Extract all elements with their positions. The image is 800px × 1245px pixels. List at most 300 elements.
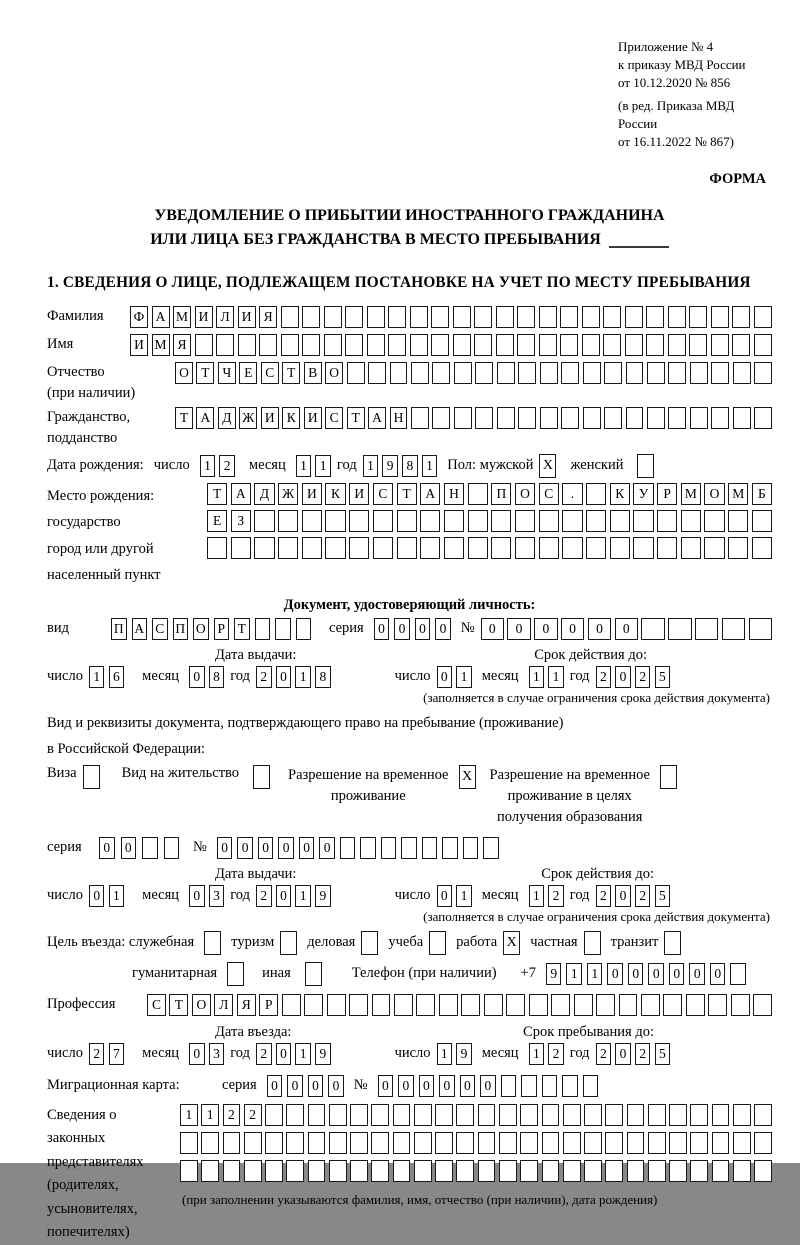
char-cell[interactable] [286, 1132, 304, 1154]
char-cell[interactable]: 1 [89, 666, 105, 688]
char-cell[interactable] [708, 994, 727, 1016]
char-cell[interactable] [582, 334, 600, 356]
char-cell[interactable] [278, 510, 298, 532]
char-cell[interactable]: Л [216, 306, 234, 328]
char-cell[interactable] [648, 1104, 666, 1126]
char-cell[interactable] [265, 1132, 283, 1154]
char-cell[interactable]: 0 [615, 618, 638, 640]
char-cell[interactable]: 2 [256, 885, 272, 907]
char-cell[interactable]: Т [282, 362, 300, 384]
char-cell[interactable]: А [231, 483, 251, 505]
char-cell[interactable]: И [238, 306, 256, 328]
char-cell[interactable] [410, 334, 428, 356]
char-cell[interactable]: 1 [437, 1043, 453, 1065]
char-cell[interactable] [626, 407, 644, 429]
char-cell[interactable] [582, 306, 600, 328]
char-cell[interactable]: 1 [529, 885, 545, 907]
char-cell[interactable] [456, 1104, 474, 1126]
char-cell[interactable] [542, 1160, 560, 1182]
char-cell[interactable] [461, 994, 480, 1016]
char-cell[interactable] [540, 407, 558, 429]
char-cell[interactable] [669, 1132, 687, 1154]
char-cell[interactable]: 0 [460, 1075, 476, 1097]
char-cell[interactable] [646, 334, 664, 356]
char-cell[interactable]: 0 [276, 885, 292, 907]
char-cell[interactable]: 0 [615, 666, 631, 688]
char-cell[interactable]: Н [390, 407, 408, 429]
char-cell[interactable]: 0 [439, 1075, 455, 1097]
char-cell[interactable] [731, 994, 750, 1016]
char-cell[interactable]: А [420, 483, 440, 505]
char-cell[interactable]: 1 [296, 455, 312, 477]
char-cell[interactable] [244, 1132, 262, 1154]
purpose-humanitarian-checkbox[interactable] [227, 962, 244, 986]
char-cell[interactable] [733, 1104, 751, 1126]
char-cell[interactable]: Д [218, 407, 236, 429]
char-cell[interactable] [475, 362, 493, 384]
char-cell[interactable] [583, 362, 601, 384]
char-cell[interactable]: 1 [109, 885, 125, 907]
char-cell[interactable] [733, 362, 751, 384]
char-cell[interactable]: 2 [635, 885, 651, 907]
char-cell[interactable] [454, 407, 472, 429]
char-cell[interactable] [367, 334, 385, 356]
char-cell[interactable] [491, 537, 511, 559]
char-cell[interactable]: О [325, 362, 343, 384]
char-cell[interactable] [325, 510, 345, 532]
char-cell[interactable] [754, 1160, 772, 1182]
char-cell[interactable]: 2 [596, 1043, 612, 1065]
char-cell[interactable] [647, 362, 665, 384]
char-cell[interactable]: 9 [315, 885, 331, 907]
char-cell[interactable] [561, 407, 579, 429]
char-cell[interactable]: 0 [689, 963, 705, 985]
char-cell[interactable] [302, 306, 320, 328]
char-cell[interactable] [302, 510, 322, 532]
char-cell[interactable] [207, 537, 227, 559]
char-cell[interactable]: С [325, 407, 343, 429]
char-cell[interactable] [690, 1160, 708, 1182]
char-cell[interactable] [584, 1104, 602, 1126]
char-cell[interactable] [180, 1132, 198, 1154]
temp-residence-checkbox[interactable]: X [459, 765, 476, 789]
char-cell[interactable] [586, 510, 606, 532]
char-cell[interactable] [164, 837, 180, 859]
char-cell[interactable] [483, 837, 499, 859]
char-cell[interactable]: 8 [402, 455, 418, 477]
char-cell[interactable] [201, 1160, 219, 1182]
char-cell[interactable] [254, 537, 274, 559]
char-cell[interactable] [689, 334, 707, 356]
char-cell[interactable] [633, 537, 653, 559]
char-cell[interactable] [562, 510, 582, 532]
char-cell[interactable] [515, 510, 535, 532]
char-cell[interactable] [596, 994, 615, 1016]
char-cell[interactable] [244, 1160, 262, 1182]
char-cell[interactable] [605, 1132, 623, 1154]
char-cell[interactable]: 2 [256, 1043, 272, 1065]
char-cell[interactable]: 0 [710, 963, 726, 985]
char-cell[interactable] [453, 306, 471, 328]
char-cell[interactable] [754, 362, 772, 384]
char-cell[interactable]: 0 [615, 1043, 631, 1065]
char-cell[interactable] [551, 994, 570, 1016]
char-cell[interactable] [586, 483, 606, 505]
char-cell[interactable]: О [515, 483, 535, 505]
char-cell[interactable] [518, 407, 536, 429]
char-cell[interactable] [373, 537, 393, 559]
char-cell[interactable] [722, 618, 745, 640]
char-cell[interactable] [529, 994, 548, 1016]
char-cell[interactable] [539, 306, 557, 328]
char-cell[interactable] [393, 1104, 411, 1126]
char-cell[interactable]: 0 [267, 1075, 283, 1097]
char-cell[interactable] [668, 362, 686, 384]
char-cell[interactable]: И [130, 334, 148, 356]
char-cell[interactable] [712, 1132, 730, 1154]
char-cell[interactable] [347, 362, 365, 384]
char-cell[interactable]: 8 [209, 666, 225, 688]
char-cell[interactable] [435, 1160, 453, 1182]
char-cell[interactable] [420, 510, 440, 532]
char-cell[interactable] [728, 537, 748, 559]
char-cell[interactable] [690, 407, 708, 429]
char-cell[interactable] [223, 1160, 241, 1182]
char-cell[interactable]: Ж [278, 483, 298, 505]
char-cell[interactable] [497, 407, 515, 429]
char-cell[interactable] [468, 537, 488, 559]
char-cell[interactable] [561, 362, 579, 384]
char-cell[interactable]: Я [173, 334, 191, 356]
char-cell[interactable] [484, 994, 503, 1016]
char-cell[interactable] [627, 1160, 645, 1182]
char-cell[interactable] [752, 510, 772, 532]
char-cell[interactable] [349, 994, 368, 1016]
char-cell[interactable]: 2 [223, 1104, 241, 1126]
char-cell[interactable]: С [152, 618, 168, 640]
char-cell[interactable]: А [152, 306, 170, 328]
char-cell[interactable] [733, 1132, 751, 1154]
char-cell[interactable] [463, 837, 479, 859]
purpose-private-checkbox[interactable] [584, 931, 601, 955]
char-cell[interactable] [324, 306, 342, 328]
char-cell[interactable] [749, 618, 772, 640]
char-cell[interactable] [657, 510, 677, 532]
char-cell[interactable]: 0 [89, 885, 105, 907]
char-cell[interactable]: 0 [394, 618, 410, 640]
char-cell[interactable] [180, 1160, 198, 1182]
char-cell[interactable]: М [152, 334, 170, 356]
char-cell[interactable] [468, 483, 488, 505]
char-cell[interactable] [491, 510, 511, 532]
purpose-business-checkbox[interactable] [361, 931, 378, 955]
char-cell[interactable]: 9 [382, 455, 398, 477]
char-cell[interactable]: М [728, 483, 748, 505]
char-cell[interactable] [201, 1132, 219, 1154]
char-cell[interactable] [517, 334, 535, 356]
char-cell[interactable] [393, 1160, 411, 1182]
char-cell[interactable] [646, 306, 664, 328]
char-cell[interactable] [619, 994, 638, 1016]
char-cell[interactable] [669, 1160, 687, 1182]
char-cell[interactable]: 0 [480, 1075, 496, 1097]
char-cell[interactable] [454, 362, 472, 384]
char-cell[interactable]: 7 [109, 1043, 125, 1065]
char-cell[interactable] [340, 837, 356, 859]
char-cell[interactable] [496, 334, 514, 356]
char-cell[interactable]: 2 [596, 885, 612, 907]
char-cell[interactable] [435, 1132, 453, 1154]
char-cell[interactable]: П [491, 483, 511, 505]
char-cell[interactable]: 5 [655, 1043, 671, 1065]
char-cell[interactable]: 0 [648, 963, 664, 985]
char-cell[interactable]: И [195, 306, 213, 328]
char-cell[interactable] [435, 1104, 453, 1126]
purpose-work-checkbox[interactable]: X [503, 931, 520, 955]
char-cell[interactable]: 0 [99, 837, 115, 859]
char-cell[interactable] [563, 1132, 581, 1154]
char-cell[interactable]: Т [234, 618, 250, 640]
char-cell[interactable] [610, 510, 630, 532]
char-cell[interactable]: Е [207, 510, 227, 532]
char-cell[interactable] [754, 334, 772, 356]
char-cell[interactable] [603, 334, 621, 356]
char-cell[interactable] [669, 1104, 687, 1126]
char-cell[interactable] [411, 407, 429, 429]
char-cell[interactable] [520, 1104, 538, 1126]
char-cell[interactable] [712, 1104, 730, 1126]
char-cell[interactable] [397, 537, 417, 559]
char-cell[interactable]: Л [214, 994, 233, 1016]
purpose-other-checkbox[interactable] [305, 962, 322, 986]
char-cell[interactable]: 0 [287, 1075, 303, 1097]
char-cell[interactable]: 0 [328, 1075, 344, 1097]
char-cell[interactable]: Т [207, 483, 227, 505]
char-cell[interactable]: 0 [615, 885, 631, 907]
char-cell[interactable] [442, 837, 458, 859]
char-cell[interactable] [668, 407, 686, 429]
char-cell[interactable]: 3 [209, 1043, 225, 1065]
char-cell[interactable] [259, 334, 277, 356]
char-cell[interactable]: К [325, 483, 345, 505]
char-cell[interactable]: С [147, 994, 166, 1016]
char-cell[interactable]: 1 [180, 1104, 198, 1126]
char-cell[interactable]: 2 [635, 666, 651, 688]
char-cell[interactable]: И [349, 483, 369, 505]
char-cell[interactable]: 1 [456, 666, 472, 688]
char-cell[interactable] [231, 537, 251, 559]
char-cell[interactable] [329, 1132, 347, 1154]
char-cell[interactable] [633, 510, 653, 532]
char-cell[interactable] [711, 407, 729, 429]
char-cell[interactable]: 0 [398, 1075, 414, 1097]
char-cell[interactable] [265, 1104, 283, 1126]
char-cell[interactable]: 1 [201, 1104, 219, 1126]
char-cell[interactable] [704, 510, 724, 532]
char-cell[interactable]: 0 [588, 618, 611, 640]
char-cell[interactable] [711, 334, 729, 356]
char-cell[interactable] [730, 963, 746, 985]
char-cell[interactable] [411, 362, 429, 384]
char-cell[interactable]: Я [237, 994, 256, 1016]
char-cell[interactable] [657, 537, 677, 559]
char-cell[interactable] [282, 994, 301, 1016]
char-cell[interactable]: 0 [121, 837, 137, 859]
char-cell[interactable] [388, 306, 406, 328]
char-cell[interactable] [501, 1075, 517, 1097]
char-cell[interactable]: 1 [566, 963, 582, 985]
purpose-tourism-checkbox[interactable] [280, 931, 297, 955]
char-cell[interactable]: 1 [295, 1043, 311, 1065]
char-cell[interactable]: С [261, 362, 279, 384]
char-cell[interactable] [542, 1075, 558, 1097]
char-cell[interactable]: 0 [374, 618, 390, 640]
char-cell[interactable]: 0 [437, 885, 453, 907]
char-cell[interactable] [414, 1104, 432, 1126]
char-cell[interactable] [604, 407, 622, 429]
char-cell[interactable]: Т [196, 362, 214, 384]
char-cell[interactable] [401, 837, 417, 859]
char-cell[interactable] [681, 537, 701, 559]
char-cell[interactable]: 2 [548, 885, 564, 907]
char-cell[interactable] [372, 994, 391, 1016]
char-cell[interactable] [668, 306, 686, 328]
char-cell[interactable] [286, 1104, 304, 1126]
char-cell[interactable] [584, 1160, 602, 1182]
char-cell[interactable] [641, 618, 664, 640]
char-cell[interactable] [563, 1104, 581, 1126]
char-cell[interactable] [350, 1160, 368, 1182]
char-cell[interactable] [542, 1104, 560, 1126]
char-cell[interactable] [478, 1160, 496, 1182]
char-cell[interactable] [475, 407, 493, 429]
purpose-official-checkbox[interactable] [204, 931, 221, 955]
char-cell[interactable]: С [373, 483, 393, 505]
char-cell[interactable]: 2 [244, 1104, 262, 1126]
char-cell[interactable] [368, 362, 386, 384]
char-cell[interactable]: 1 [200, 455, 216, 477]
char-cell[interactable] [753, 994, 772, 1016]
char-cell[interactable] [255, 618, 271, 640]
char-cell[interactable]: 0 [189, 666, 205, 688]
char-cell[interactable]: Б [752, 483, 772, 505]
char-cell[interactable] [329, 1104, 347, 1126]
char-cell[interactable]: К [282, 407, 300, 429]
char-cell[interactable] [397, 510, 417, 532]
char-cell[interactable] [388, 334, 406, 356]
char-cell[interactable] [754, 1132, 772, 1154]
char-cell[interactable]: 0 [669, 963, 685, 985]
char-cell[interactable] [539, 537, 559, 559]
char-cell[interactable] [142, 837, 158, 859]
char-cell[interactable] [360, 837, 376, 859]
char-cell[interactable] [350, 1132, 368, 1154]
char-cell[interactable]: А [132, 618, 148, 640]
char-cell[interactable]: О [175, 362, 193, 384]
char-cell[interactable] [610, 537, 630, 559]
char-cell[interactable]: 9 [315, 1043, 331, 1065]
char-cell[interactable]: П [111, 618, 127, 640]
char-cell[interactable] [586, 537, 606, 559]
char-cell[interactable] [562, 1075, 578, 1097]
char-cell[interactable] [394, 994, 413, 1016]
char-cell[interactable]: А [196, 407, 214, 429]
char-cell[interactable] [304, 994, 323, 1016]
char-cell[interactable] [371, 1132, 389, 1154]
char-cell[interactable] [308, 1104, 326, 1126]
char-cell[interactable]: Т [347, 407, 365, 429]
char-cell[interactable] [626, 362, 644, 384]
char-cell[interactable] [499, 1104, 517, 1126]
char-cell[interactable] [444, 537, 464, 559]
char-cell[interactable] [625, 334, 643, 356]
char-cell[interactable]: У [633, 483, 653, 505]
temp-residence-edu-checkbox[interactable] [660, 765, 677, 789]
char-cell[interactable]: Р [259, 994, 278, 1016]
char-cell[interactable] [517, 306, 535, 328]
char-cell[interactable]: И [261, 407, 279, 429]
char-cell[interactable]: И [304, 407, 322, 429]
char-cell[interactable] [648, 1132, 666, 1154]
char-cell[interactable]: 0 [628, 963, 644, 985]
char-cell[interactable] [265, 1160, 283, 1182]
char-cell[interactable] [349, 510, 369, 532]
char-cell[interactable] [444, 510, 464, 532]
char-cell[interactable]: Д [254, 483, 274, 505]
char-cell[interactable] [539, 510, 559, 532]
char-cell[interactable] [456, 1160, 474, 1182]
char-cell[interactable] [563, 1160, 581, 1182]
char-cell[interactable] [195, 334, 213, 356]
char-cell[interactable] [367, 306, 385, 328]
char-cell[interactable] [690, 1132, 708, 1154]
char-cell[interactable] [506, 994, 525, 1016]
char-cell[interactable]: Е [239, 362, 257, 384]
char-cell[interactable] [712, 1160, 730, 1182]
char-cell[interactable]: 0 [308, 1075, 324, 1097]
char-cell[interactable]: П [173, 618, 189, 640]
char-cell[interactable] [605, 1160, 623, 1182]
char-cell[interactable]: 0 [237, 837, 253, 859]
char-cell[interactable] [329, 1160, 347, 1182]
char-cell[interactable] [733, 407, 751, 429]
char-cell[interactable]: 1 [548, 666, 564, 688]
char-cell[interactable]: Н [444, 483, 464, 505]
char-cell[interactable] [281, 334, 299, 356]
char-cell[interactable] [296, 618, 312, 640]
char-cell[interactable] [371, 1104, 389, 1126]
char-cell[interactable] [410, 306, 428, 328]
char-cell[interactable]: А [368, 407, 386, 429]
char-cell[interactable] [540, 362, 558, 384]
char-cell[interactable] [711, 306, 729, 328]
char-cell[interactable] [560, 306, 578, 328]
char-cell[interactable] [627, 1132, 645, 1154]
char-cell[interactable] [327, 994, 346, 1016]
char-cell[interactable]: Р [657, 483, 677, 505]
char-cell[interactable]: 0 [415, 618, 431, 640]
char-cell[interactable] [478, 1132, 496, 1154]
char-cell[interactable] [521, 1075, 537, 1097]
char-cell[interactable] [254, 510, 274, 532]
char-cell[interactable] [478, 1104, 496, 1126]
char-cell[interactable]: 1 [422, 455, 438, 477]
char-cell[interactable] [416, 994, 435, 1016]
char-cell[interactable]: 0 [217, 837, 233, 859]
char-cell[interactable]: Т [397, 483, 417, 505]
char-cell[interactable] [350, 1104, 368, 1126]
char-cell[interactable] [345, 306, 363, 328]
